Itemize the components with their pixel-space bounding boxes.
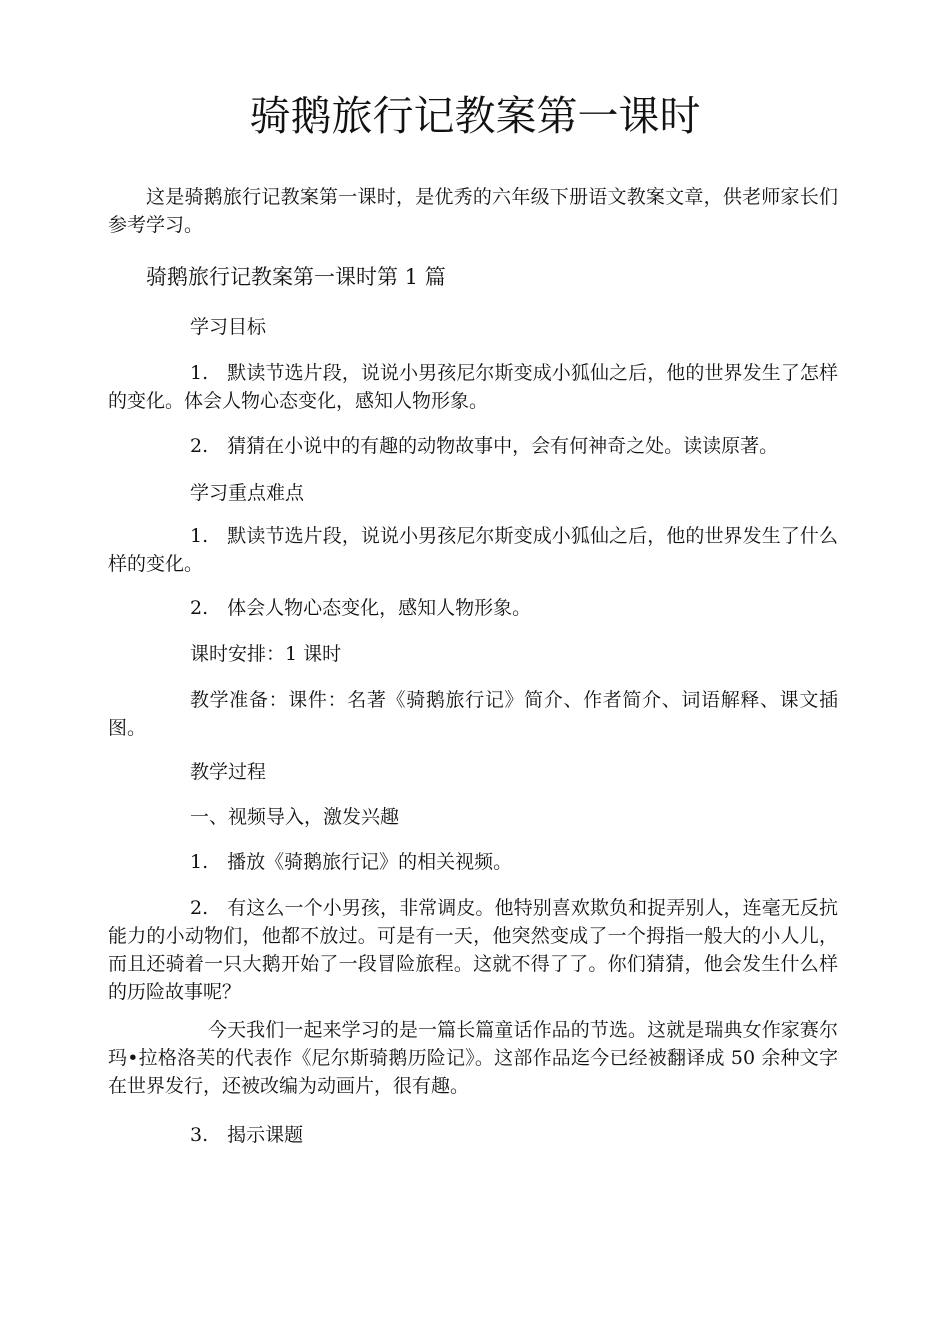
lesson-schedule: 课时安排：1 课时 bbox=[190, 643, 342, 665]
heading-learning-goals: 学习目标 bbox=[190, 316, 267, 338]
heading-teaching-process: 教学过程 bbox=[190, 761, 267, 783]
goal-item-2: 2. 猜猜在小说中的有趣的动物故事中，会有何神奇之处。读读原著。 bbox=[190, 435, 779, 457]
section-heading: 骑鹅旅行记教案第一课时第 1 篇 bbox=[146, 265, 446, 289]
step-item-3: 3. 揭示课题 bbox=[190, 1124, 304, 1146]
key-point-2: 2. 体会人物心态变化，感知人物形象。 bbox=[190, 597, 532, 619]
teaching-preparation: 教学准备：课件：名著《骑鹅旅行记》简介、作者简介、词语解释、课文插图。 bbox=[108, 689, 838, 739]
step-heading-1: 一、视频导入，激发兴趣 bbox=[190, 806, 400, 828]
step-item-1: 1. 播放《骑鹅旅行记》的相关视频。 bbox=[190, 851, 513, 873]
document-title: 骑鹅旅行记教案第一课时 bbox=[249, 92, 701, 140]
heading-key-points: 学习重点难点 bbox=[190, 482, 305, 504]
intro-story-paragraph: 今天我们一起来学习的是一篇长篇童话作品的节选。这就是瑞典女作家赛尔玛•拉格洛芙的代表作《尼尔斯骑鹅历险记》。这部作品迄今已经被翻译成 50 余种文字在世界发行，还被改编为动画片，很有趣。 bbox=[108, 1019, 838, 1097]
goal-item-1: 1. 默读节选片段，说说小男孩尼尔斯变成小狐仙之后，他的世界发生了怎样的变化。体会人物心态变化，感知人物形象。 bbox=[108, 362, 838, 412]
step-item-2: 2. 有这么一个小男孩，非常调皮。他特别喜欢欺负和捉弄别人，连毫无反抗能力的小动物们，他都不放过。可是有一天，他突然变成了一个拇指一般大的小人儿，而且还骑着一只大鹅开始了一段冒险旅程。这就不得了了。你们猜猜，他会发生什么样的历险故事呢？ bbox=[108, 897, 838, 1003]
key-point-1: 1. 默读节选片段，说说小男孩尼尔斯变成小狐仙之后，他的世界发生了什么样的变化。 bbox=[108, 525, 838, 575]
intro-paragraph: 这是骑鹅旅行记教案第一课时，是优秀的六年级下册语文教案文章，供老师家长们参考学习。 bbox=[108, 186, 838, 236]
